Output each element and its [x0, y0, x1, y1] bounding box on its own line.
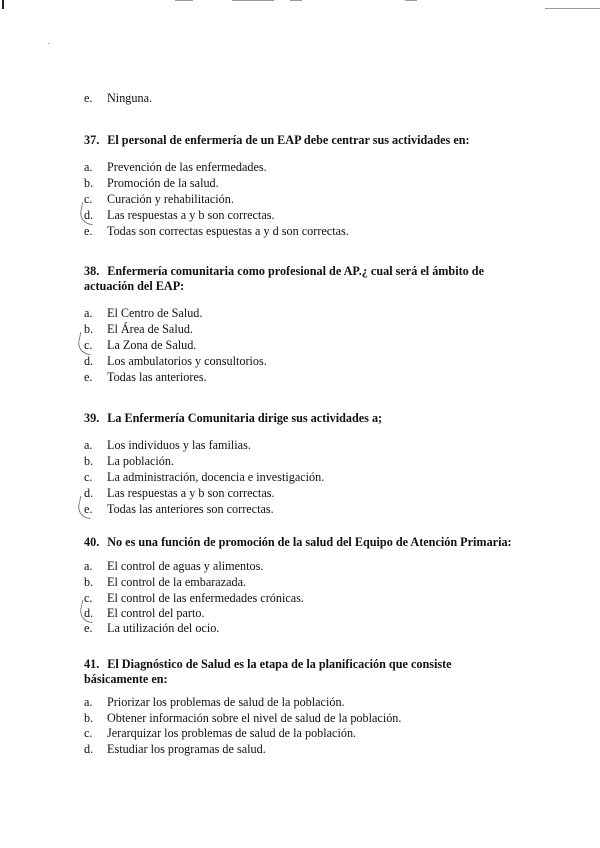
- option-text: Todas las anteriores.: [107, 370, 207, 384]
- option-letter: c.: [84, 192, 93, 206]
- option-letter: c.: [84, 726, 93, 740]
- question-text: La Enfermería Comunitaria dirige sus actividades a;: [107, 411, 383, 425]
- option-text: Todas las anteriores son correctas.: [107, 502, 274, 516]
- option-letter: e.: [84, 621, 93, 635]
- option-text: Estudiar los programas de salud.: [107, 742, 266, 756]
- option-text: Promoción de la salud.: [107, 176, 219, 190]
- option-text: El control de aguas y alimentos.: [107, 559, 264, 573]
- option-letter: a.: [84, 438, 93, 452]
- option-letter: e.: [84, 502, 93, 516]
- question-number: 39.: [84, 411, 100, 425]
- option-text: Las respuestas a y b son correctas.: [107, 486, 275, 500]
- question-text: No es una función de promoción de la salud del Equipo de Atención Primaria:: [107, 535, 512, 549]
- scan-artifact: [405, 0, 417, 1]
- question-39-heading: [84, 411, 382, 426]
- option-letter: b.: [84, 454, 94, 468]
- option-letter: b.: [84, 711, 94, 725]
- question-41-heading-cont: [84, 672, 168, 687]
- option-text: Ninguna.: [107, 91, 153, 105]
- option-text: Los individuos y las familias.: [107, 438, 251, 452]
- question-number: 40.: [84, 535, 100, 549]
- option-letter: b.: [84, 322, 94, 336]
- option-letter: e.: [84, 91, 93, 105]
- option-text: Todas son correctas espuestas a y d son correctas.: [107, 224, 349, 238]
- option-letter: e.: [84, 224, 93, 238]
- scan-dust: [48, 43, 49, 44]
- option-text: El control del parto.: [107, 606, 205, 620]
- question-number: 38.: [84, 264, 100, 278]
- option-letter: e.: [84, 370, 93, 384]
- option-text: El control de las enfermedades crónicas.: [107, 591, 304, 605]
- option-letter: d.: [84, 606, 94, 620]
- option-letter: a.: [84, 695, 93, 709]
- option-letter: d.: [84, 354, 94, 368]
- option-text: Las respuestas a y b son correctas.: [107, 208, 275, 222]
- option-text: El Centro de Salud.: [107, 306, 203, 320]
- option-text: El Área de Salud.: [107, 322, 193, 336]
- option-text: La administración, docencia e investigación.: [107, 470, 325, 484]
- option-letter: d.: [84, 486, 94, 500]
- question-number: 37.: [84, 133, 100, 147]
- option-text: Obtener información sobre el nivel de salud de la población.: [107, 711, 402, 725]
- scan-artifact: [290, 0, 302, 1]
- question-text: El Diagnóstico de Salud es la etapa de la planificación que consiste: [107, 657, 452, 671]
- question-38-heading: [84, 264, 484, 279]
- option-text: Jerarquizar los problemas de salud de la población.: [107, 726, 357, 740]
- scan-artifact: [2, 0, 4, 9]
- question-40-heading: [84, 535, 512, 550]
- question-text: El personal de enfermería de un EAP debe centrar sus actividades en:: [107, 133, 470, 147]
- option-text: Priorizar los problemas de salud de la población.: [107, 695, 345, 709]
- question-38-heading-cont: [84, 279, 184, 294]
- question-text: actuación del EAP:: [84, 279, 185, 293]
- option-letter: d.: [84, 208, 94, 222]
- option-text: La Zona de Salud.: [107, 338, 197, 352]
- option-text: Curación y rehabilitación.: [107, 192, 234, 206]
- option-text: Los ambulatorios y consultorios.: [107, 354, 267, 368]
- option-text: Prevención de las enfermedades.: [107, 160, 267, 174]
- option-letter: a.: [84, 559, 93, 573]
- option-letter: d.: [84, 742, 94, 756]
- option-letter: a.: [84, 306, 93, 320]
- scan-artifact: [175, 0, 193, 1]
- option-text: La utilización del ocio.: [107, 621, 220, 635]
- scan-artifact: [545, 8, 600, 9]
- option-letter: a.: [84, 160, 93, 174]
- option-text: El control de la embarazada.: [107, 575, 247, 589]
- option-letter: c.: [84, 338, 93, 352]
- option-text: La población.: [107, 454, 175, 468]
- question-number: 41.: [84, 657, 100, 671]
- option-letter: c.: [84, 470, 93, 484]
- scan-artifact: [232, 0, 274, 1]
- option-letter: c.: [84, 591, 93, 605]
- question-41-heading: [84, 657, 452, 672]
- question-37-heading: [84, 133, 470, 148]
- option-letter: b.: [84, 176, 94, 190]
- option-letter: b.: [84, 575, 94, 589]
- question-text: Enfermería comunitaria como profesional de AP.¿ cual será el ámbito de: [107, 264, 484, 278]
- question-text: básicamente en:: [84, 672, 168, 686]
